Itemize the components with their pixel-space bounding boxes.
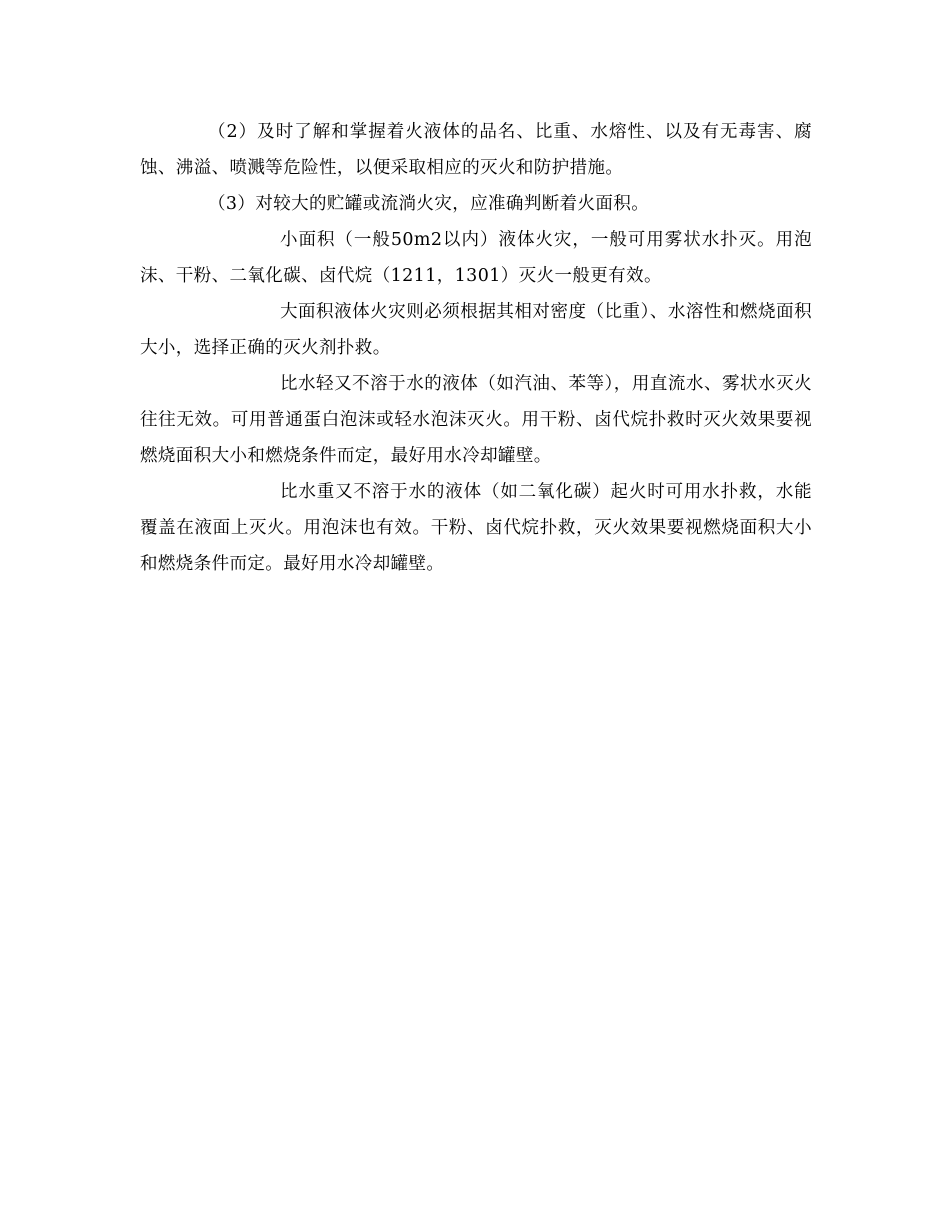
document-body [140,114,812,582]
paragraph-large-area-fire: 大面积液体火灾则必须根据其相对密度（比重）、水溶性和燃烧面积大小，选择正确的灭火剂扑救。 [140,302,812,358]
paragraph-small-area-fire: 小面积（一般50m2以内）液体火灾，一般可用雾状水扑灭。用泡沫、干粉、二氧化碳、卤代烷（1211，1301）灭火一般更有效。 [140,230,812,286]
paragraph-item-2: （2）及时了解和掌握着火液体的品名、比重、水熔性、以及有无毒害、腐蚀、沸溢、喷溅等危险性，以便采取相应的灭火和防护措施。 [140,122,812,178]
paragraph-lighter-than-water: 比水轻又不溶于水的液体（如汽油、苯等），用直流水、雾状水灭火往往无效。可用普通蛋白泡沫或轻水泡沫灭火。用干粉、卤代烷扑救时灭火效果要视燃烧面积大小和燃烧条件而定，最好用水冷却罐壁。 [140,374,812,466]
paragraph-item-3: （3）对较大的贮罐或流淌火灾，应准确判断着火面积。 [208,194,650,214]
paragraph-heavier-than-water: 比水重又不溶于水的液体（如二氧化碳）起火时可用水扑救，水能覆盖在液面上灭火。用泡沫也有效。干粉、卤代烷扑救，灭火效果要视燃烧面积大小和燃烧条件而定。最好用水冷却罐壁。 [140,482,812,574]
